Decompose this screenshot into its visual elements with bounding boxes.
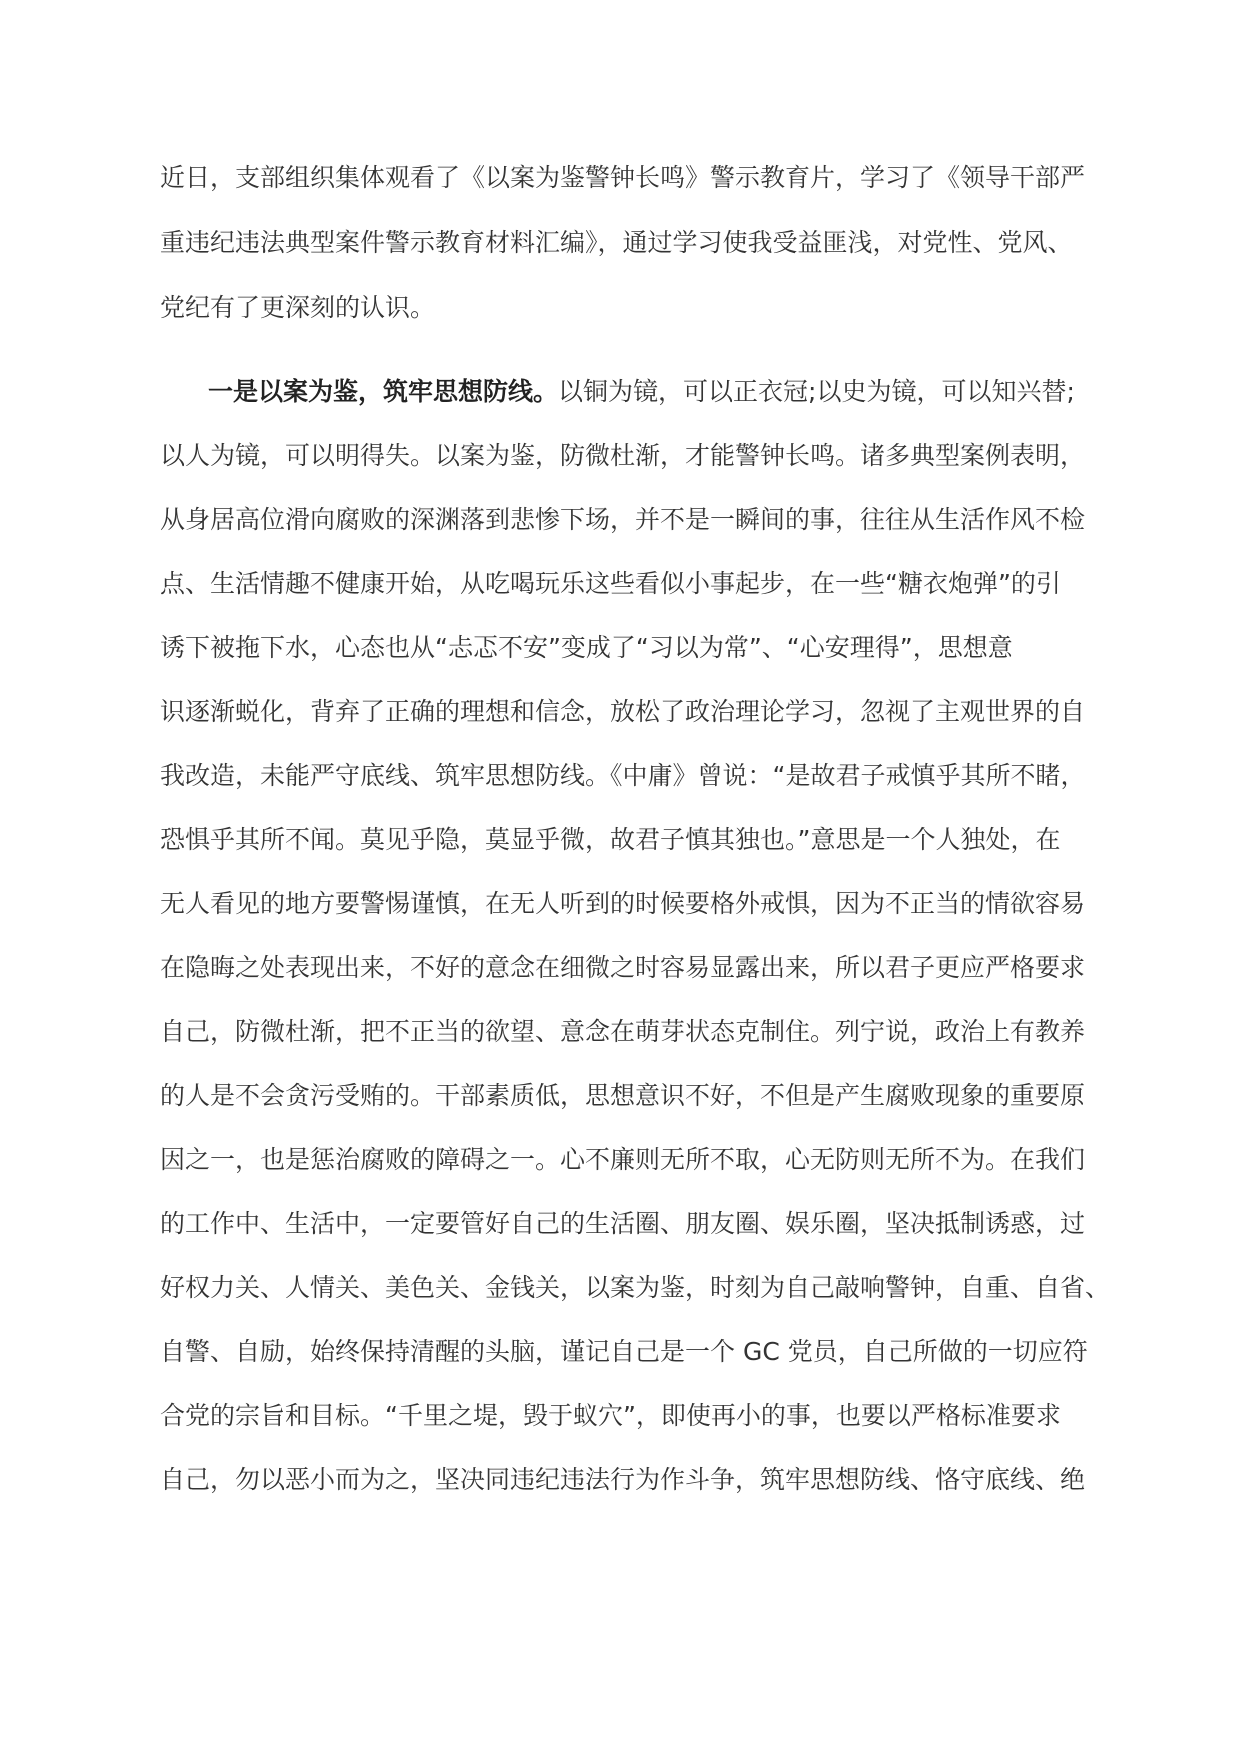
text-line: 从身居高位滑向腐败的深渊落到悲惨下场，并不是一瞬间的事，往往从生活作风不检 [160,505,1086,534]
text-line: 我改造，未能严守底线、筑牢思想防线。《中庸》曾说：“是故君子戒慎乎其所不睹， [160,761,1086,790]
text-line: 近日，支部组织集体观看了《以案为鉴警钟长鸣》警示教育片，学习了《领导干部严 [160,163,1086,192]
text-line: 合党的宗旨和目标。“千里之堤，毁于蚁穴”，即使再小的事，也要以严格标准要求 [160,1401,1061,1430]
text-line: 的人是不会贪污受贿的。干部素质低，思想意识不好，不但是产生腐败现象的重要原 [160,1081,1086,1110]
text-line: 在隐晦之处表现出来，不好的意念在细微之时容易显露出来，所以君子更应严格要求 [160,953,1086,982]
text-line: 自己，防微杜渐，把不正当的欲望、意念在萌芽状态克制住。列宁说，政治上有教养 [160,1017,1086,1046]
text-line: 点、生活情趣不健康开始，从吃喝玩乐这些看似小事起步，在一些“糖衣炮弹”的引 [160,569,1061,598]
text-line: 自己，勿以恶小而为之，坚决同违纪违法行为作斗争，筑牢思想防线、恪守底线、绝 [160,1465,1086,1494]
text-line: 好权力关、人情关、美色关、金钱关，以案为鉴，时刻为自己敲响警钟，自重、自省、 [160,1273,1111,1302]
text-line: 诱下被拖下水，心态也从“忐忑不安”变成了“习以为常”、“心安理得”，思想意 [160,633,1013,662]
section-heading: 一是以案为鉴，筑牢思想防线。 [208,377,559,406]
text-line: 的工作中、生活中，一定要管好自己的生活圈、朋友圈、娱乐圈，坚决抵制诱惑，过 [160,1209,1086,1238]
text-line: 以人为镜，可以明得失。以案为鉴，防微杜渐，才能警钟长鸣。诸多典型案例表明， [160,441,1086,470]
text-line: 重违纪违法典型案件警示教育材料汇编》，通过学习使我受益匪浅，对党性、党风、 [160,228,1073,257]
text-line: 党纪有了更深刻的认识。 [160,293,436,322]
text-line: 无人看见的地方要警惕谨慎，在无人听到的时候要格外戒惧，因为不正当的情欲容易 [160,889,1086,918]
text-line-first [208,374,1108,410]
text-line: 识逐渐蜕化，背弃了正确的理想和信念，放松了政治理论学习，忽视了主观世界的自 [160,697,1086,726]
text-line: 恐惧乎其所不闻。莫见乎隐，莫显乎微，故君子慎其独也。”意思是一个人独处，在 [160,825,1061,854]
text-line: 因之一，也是惩治腐败的障碍之一。心不廉则无所不取，心无防则无所不为。在我们 [160,1145,1086,1174]
text-line: 自警、自励，始终保持清醒的头脑，谨记自己是一个 GC 党员，自己所做的一切应符 [160,1337,1088,1366]
text-span: 以铜为镜，可以正衣冠;以史为镜，可以知兴替; [558,377,1075,406]
